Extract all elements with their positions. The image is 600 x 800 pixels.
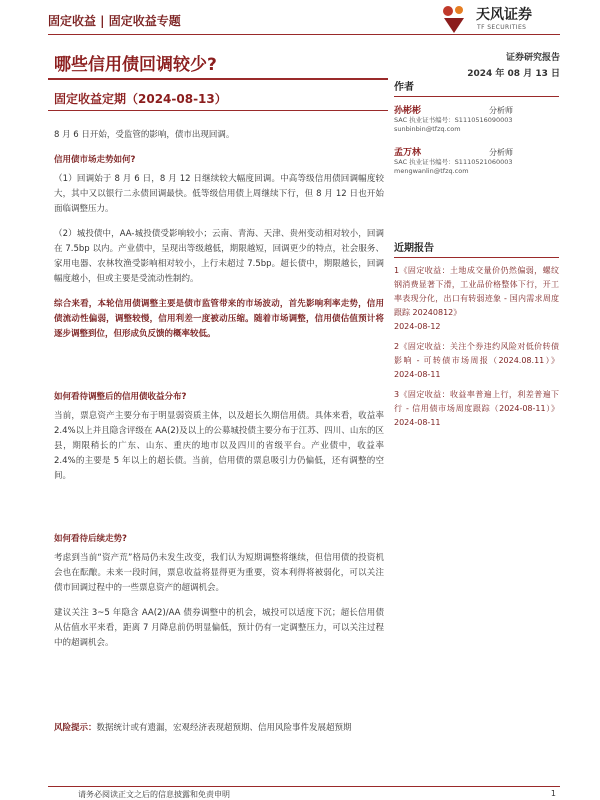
subtitle-divider — [48, 110, 388, 111]
risk-warning — [54, 721, 384, 736]
recent-reports-heading: 近期报告 — [394, 239, 559, 258]
section-heading-distribution: 如何看待调整后的信用债收益分布? — [54, 392, 187, 402]
paragraph: 考虑到当前“资产荒”格局仍未发生改变，我们认为短期调整将继续，但信用债的投资机会也在酝酿。未来一段时间，票息收益将显得更为重要，资本利得将被弱化，可以关注债市回调过程中的一些票息资产的超调机会。 — [54, 553, 384, 593]
author-role: 分析师 — [489, 106, 513, 115]
paragraph: （2）城投债中，AA-城投债受影响较小；云南、青海、天津、贵州变动相对较小，回调在 7.5bp 以内。产业债中，呈现出等级越低，期限越短，回调更少的特点，社会服务、家用电器、农林牧渔受影响相对较小，上行未超过 7.5bp。超长债中，期限越长，回调幅度越小，但或主要是受流动性制约。 — [54, 229, 384, 284]
report-type: 证券研究报告 — [505, 53, 560, 63]
author-name: 孟万林 — [394, 148, 422, 158]
paragraph: 当前，票息资产主要分布于明显弱资质主体，以及超长久期信用债。具体来看，收益率 2.4%以上并且隐含评级在 AA(2)及以上的公募城投债主要分布于江苏、四川、山东的区县，期限稍长的广东、山东、重庆的地市以及四川的省级平台。产业债中，收益率 2.4%的主要是 5 年以上的超长债。当前，信用债的票息吸引力仍偏低，还有调整的空间。 — [54, 411, 384, 481]
recent-report-date: 2024-08-11 — [394, 370, 441, 379]
section-heading-outlook: 如何看待后续走势? — [54, 534, 127, 544]
recent-report-item[interactable] — [394, 264, 559, 334]
header-divider — [48, 34, 560, 35]
title-divider — [48, 78, 388, 80]
report-subtitle: 固定收益定期（2024-08-13） — [54, 92, 227, 106]
recent-report-date: 2024-08-12 — [394, 322, 441, 331]
footer-disclaimer: 请务必阅读正文之后的信息披露和免责申明 — [78, 790, 230, 799]
recent-report-title[interactable]: 1《固定收益：土地成交量价仍然偏弱，螺纹钢消费显著下滑，工业品价格整体下行，开工率表现分化，出口有转弱迹象 - 国内需求周度跟踪 20240812》 — [394, 266, 559, 317]
author-license: SAC 执业证书编号：S1110521060003 — [394, 158, 513, 166]
brand-logo — [440, 2, 560, 38]
authors-heading: 作者 — [394, 78, 559, 97]
summary-paragraph: 综合来看，本轮信用债调整主要是债市监管带来的市场波动，首先影响利率走势，信用债流动性偏弱，调整较慢，信用利差一度被动压缩。随着市场调整，信用债估值预计将逐步调整到位，但形成负反馈的概率较低。 — [54, 299, 384, 339]
tf-logo-icon — [440, 4, 468, 34]
section-heading-market: 信用债市场走势如何? — [54, 155, 136, 165]
brand-name-en: TF SECURITIES — [477, 24, 527, 31]
footer-divider — [48, 786, 560, 787]
recent-reports — [394, 239, 559, 430]
risk-text: 数据统计或有遗漏，宏观经济表现超预期、信用风险事件发展超预期 — [96, 723, 352, 733]
author-email[interactable]: mengwanlin@tfzq.com — [394, 167, 469, 175]
paragraph: 建议关注 3~5 年隐含 AA(2)/AA 债券调整中的机会，城投可以适度下沉；超长信用债从估值水平来看，距离 7 月降息前仍明显偏低，预计仍有一定调整压力，可以关注过程中的超调机会。 — [54, 608, 384, 648]
author-license: SAC 执业证书编号：S1110516090003 — [394, 116, 513, 124]
risk-label: 风险提示： — [54, 723, 97, 733]
author-card — [394, 103, 559, 139]
page-title: 哪些信用债回调较少? — [54, 55, 217, 75]
sidebar — [394, 78, 559, 430]
page-number: 1 — [550, 789, 556, 798]
paragraph: （1）回调始于 8 月 6 日，8 月 12 日继续较大幅度回调。中高等级信用债回调幅度较大，其中又以银行二永债回调最快。低等级信用债上周继续下行，但 8 月 12 日也开始面临调整压力。 — [54, 174, 384, 214]
author-card — [394, 145, 559, 181]
author-email[interactable]: sunbinbin@tfzq.com — [394, 125, 461, 133]
author-name: 孙彬彬 — [394, 106, 422, 116]
recent-report-item[interactable] — [394, 388, 559, 430]
category-breadcrumb: 固定收益 | 固定收益专题 — [48, 14, 181, 28]
recent-report-title[interactable]: 2《固定收益：关注个券违约风险对低价转债影响 - 可转债市场周报（2024.08.11）》 — [394, 342, 559, 365]
report-date: 2024 年 08 月 13 日 — [467, 69, 560, 79]
author-role: 分析师 — [489, 148, 513, 157]
recent-report-date: 2024-08-11 — [394, 418, 441, 427]
recent-report-title[interactable]: 3《固定收益：收益率普遍上行，利差普遍下行 - 信用债市场周度跟踪（2024-08-11）》 — [394, 390, 559, 413]
recent-report-item[interactable] — [394, 340, 559, 382]
brand-name: 天风证券 — [476, 7, 532, 23]
intro-paragraph: 8 月 6 日开始，受监管的影响，债市出现回调。 — [54, 130, 235, 140]
main-content — [54, 128, 384, 746]
